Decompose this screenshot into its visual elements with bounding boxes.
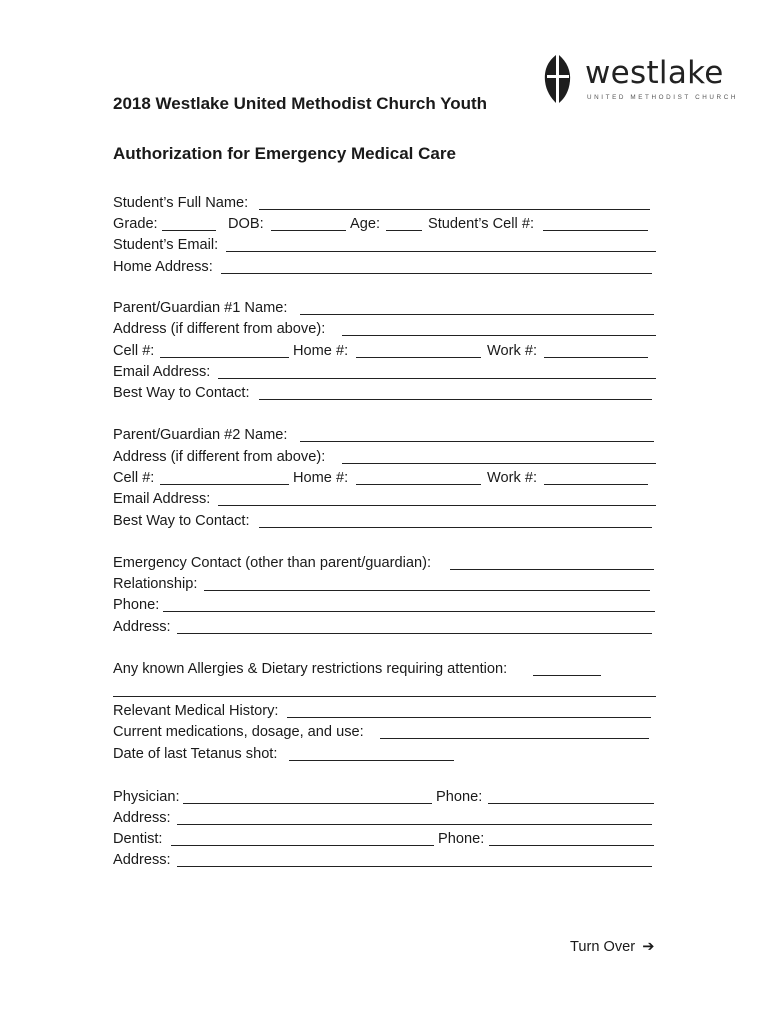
dentist-label: Dentist: xyxy=(113,831,163,847)
guardian1-email-label: Email Address: xyxy=(113,364,211,380)
turn-over-label: Turn Over xyxy=(570,939,636,955)
guardian1-name-field[interactable] xyxy=(300,314,654,315)
guardian1-cell-label: Cell #: xyxy=(113,343,155,359)
guardian2-cell-field[interactable] xyxy=(160,484,289,485)
student-name-label: Student’s Full Name: xyxy=(113,195,249,211)
guardian2-address-label: Address (if different from above): xyxy=(113,449,326,465)
dentist-address-field[interactable] xyxy=(177,866,652,867)
logo-subtitle: UNITED METHODIST CHURCH xyxy=(587,94,738,101)
arrow-right-icon: ➔ xyxy=(642,939,655,955)
age-field[interactable] xyxy=(386,230,422,231)
home-address-field[interactable] xyxy=(221,273,652,274)
guardian1-home-field[interactable] xyxy=(356,357,481,358)
guardian2-work-field[interactable] xyxy=(544,484,648,485)
guardian1-work-label: Work #: xyxy=(487,343,538,359)
allergies-continued-field[interactable] xyxy=(113,696,656,697)
allergies-label: Any known Allergies & Dietary restrictions requiring attention: xyxy=(113,661,508,677)
dentist-address-label: Address: xyxy=(113,852,171,868)
guardian2-email-label: Email Address: xyxy=(113,491,211,507)
tetanus-label: Date of last Tetanus shot: xyxy=(113,746,278,762)
logo-wordmark: westlake xyxy=(585,55,724,91)
dentist-phone-field[interactable] xyxy=(489,845,654,846)
student-email-field[interactable] xyxy=(226,251,656,252)
guardian2-contact-field[interactable] xyxy=(259,527,652,528)
medications-label: Current medications, dosage, and use: xyxy=(113,724,364,740)
home-address-label: Home Address: xyxy=(113,259,213,275)
guardian1-cell-field[interactable] xyxy=(160,357,289,358)
emergency-contact-field[interactable] xyxy=(450,569,654,570)
guardian2-email-field[interactable] xyxy=(218,505,656,506)
grade-label: Grade: xyxy=(113,216,158,232)
guardian1-address-label: Address (if different from above): xyxy=(113,321,326,337)
grade-field[interactable] xyxy=(162,230,216,231)
dob-field[interactable] xyxy=(271,230,346,231)
relationship-field[interactable] xyxy=(204,590,650,591)
allergies-field[interactable] xyxy=(533,675,601,676)
emergency-phone-label: Phone: xyxy=(113,597,160,613)
physician-field[interactable] xyxy=(183,803,432,804)
guardian2-home-field[interactable] xyxy=(356,484,481,485)
medications-field[interactable] xyxy=(380,738,649,739)
dentist-field[interactable] xyxy=(171,845,434,846)
emergency-contact-label: Emergency Contact (other than parent/guardian): xyxy=(113,555,431,571)
guardian1-address-field[interactable] xyxy=(342,335,656,336)
westlake-logo xyxy=(543,52,738,108)
dentist-phone-label: Phone: xyxy=(438,831,485,847)
physician-address-label: Address: xyxy=(113,810,171,826)
student-cell-label: Student’s Cell #: xyxy=(428,216,535,232)
emergency-address-label: Address: xyxy=(113,619,171,635)
guardian2-contact-label: Best Way to Contact: xyxy=(113,513,250,529)
guardian2-cell-label: Cell #: xyxy=(113,470,155,486)
guardian2-home-label: Home #: xyxy=(293,470,349,486)
guardian1-name-label: Parent/Guardian #1 Name: xyxy=(113,300,288,316)
dob-label: DOB: xyxy=(228,216,264,232)
guardian2-name-label: Parent/Guardian #2 Name: xyxy=(113,427,288,443)
medical-history-label: Relevant Medical History: xyxy=(113,703,279,719)
physician-address-field[interactable] xyxy=(177,824,652,825)
relationship-label: Relationship: xyxy=(113,576,198,592)
student-email-label: Student’s Email: xyxy=(113,237,219,253)
tetanus-field[interactable] xyxy=(289,760,454,761)
medical-history-field[interactable] xyxy=(287,717,651,718)
student-name-field[interactable] xyxy=(259,209,650,210)
guardian1-email-field[interactable] xyxy=(218,378,656,379)
emergency-address-field[interactable] xyxy=(177,633,652,634)
age-label: Age: xyxy=(350,216,381,232)
physician-phone-field[interactable] xyxy=(488,803,654,804)
guardian1-contact-field[interactable] xyxy=(259,399,652,400)
student-cell-field[interactable] xyxy=(543,230,648,231)
guardian2-work-label: Work #: xyxy=(487,470,538,486)
guardian1-contact-label: Best Way to Contact: xyxy=(113,385,250,401)
emergency-phone-field[interactable] xyxy=(163,611,655,612)
physician-phone-label: Phone: xyxy=(436,789,483,805)
org-title: 2018 Westlake United Methodist Church Youth xyxy=(113,94,488,113)
guardian2-name-field[interactable] xyxy=(300,441,654,442)
guardian2-address-field[interactable] xyxy=(342,463,656,464)
physician-label: Physician: xyxy=(113,789,180,805)
guardian1-home-label: Home #: xyxy=(293,343,349,359)
cross-flame-icon xyxy=(543,54,573,104)
turn-over-note xyxy=(570,938,654,955)
form-title: Authorization for Emergency Medical Care xyxy=(113,144,456,163)
guardian1-work-field[interactable] xyxy=(544,357,648,358)
